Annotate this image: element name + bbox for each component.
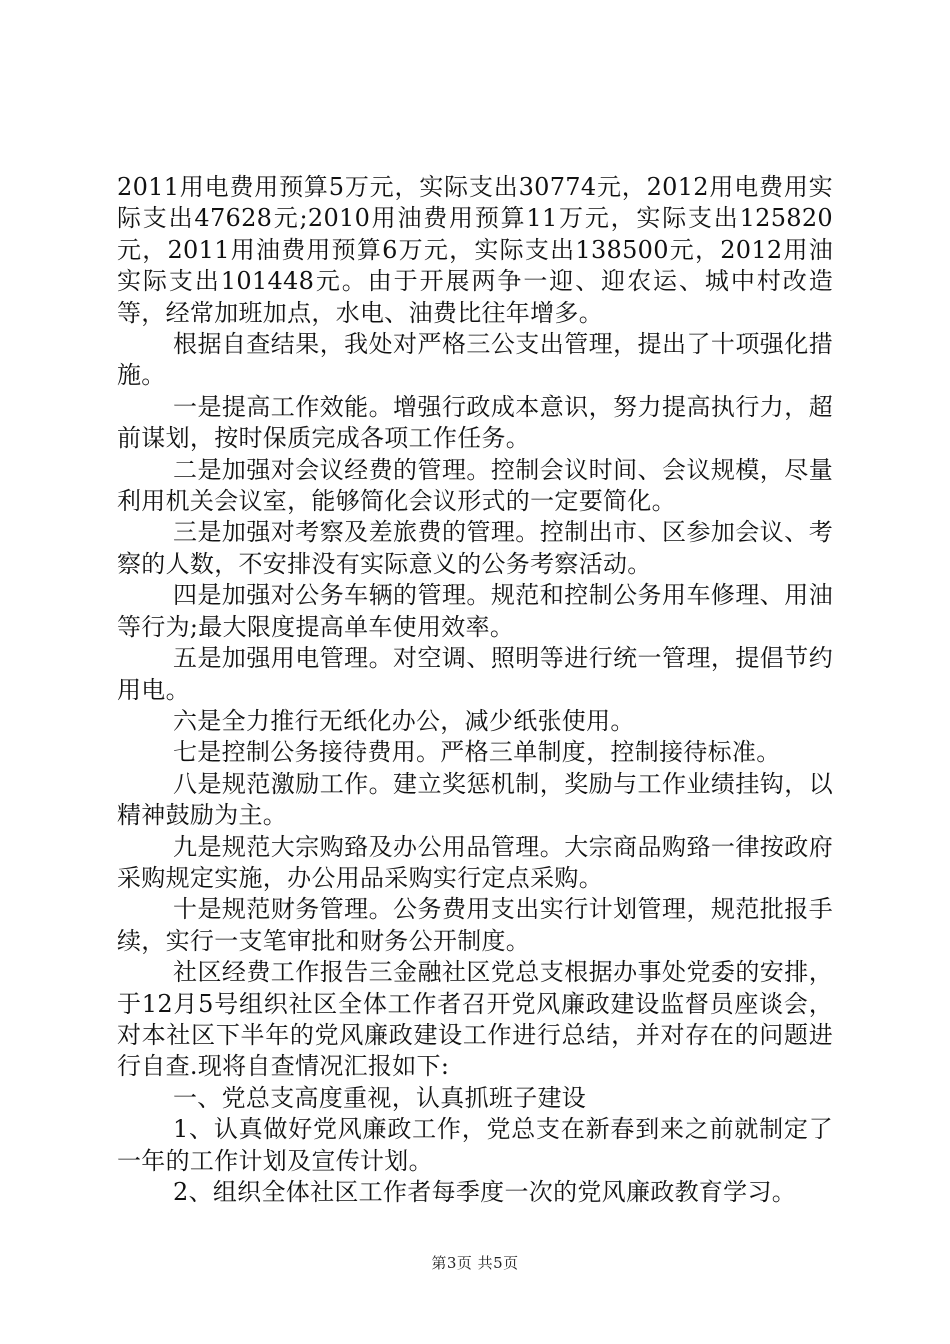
paragraph: 八是规范激励工作。建立奖惩机制，奖励与工作业绩挂钩，以精神鼓励为主。 [117, 769, 833, 830]
paragraph: 六是全力推行无纸化办公，减少纸张使用。 [173, 706, 635, 735]
paragraph: 2、组织全体社区工作者每季度一次的党风廉政教育学习。 [173, 1178, 797, 1206]
paragraph: 2011用电费用预算5万元，实际支出30774元，2012用电费用实际支出47628元;2010用油费用预算11万元，实际支出125820元，2011用油费用预算6万元，实际支出138500元，2012用油实际支出101448元。由于开展两争一迎、迎农运、城中村改造等，经常加班加点，水电、油费比往年增多。 [117, 173, 833, 327]
paragraph: 1、认真做好党风廉政工作，党总支在新春到来之前就制定了一年的工作计划及宣传计划。 [117, 1115, 833, 1175]
paragraph: 社区经费工作报告三金融社区党总支根据办事处党委的安排，于12月5号组织社区全体工作者召开党风廉政建设监督员座谈会，对本社区下半年的党风廉政建设工作进行总结，并对存在的问题进行自查.现将自查情况汇报如下: [117, 958, 833, 1081]
paragraph: 九是规范大宗购臵及办公用品管理。大宗商品购臵一律按政府采购规定实施，办公用品采购实行定点采购。 [117, 832, 833, 892]
paragraph: 十是规范财务管理。公务费用支出实行计划管理，规范批报手续，实行一支笔审批和财务公开制度。 [117, 895, 833, 955]
paragraph: 七是控制公务接待费用。严格三单制度，控制接待标准。 [173, 738, 781, 767]
paragraph: 五是加强用电管理。对空调、照明等进行统一管理，提倡节约用电。 [117, 644, 833, 704]
paragraph: 一、党总支高度重视，认真抓班子建设 [173, 1083, 587, 1112]
paragraph: 二是加强对会议经费的管理。控制会议时间、会议规模，尽量利用机关会议室，能够简化会议形式的一定要简化。 [117, 455, 833, 516]
document-body [117, 172, 833, 1208]
paragraph: 四是加强对公务车辆的管理。规范和控制公务用车修理、用油等行为;最大限度提高单车使用效率。 [117, 581, 833, 641]
page-number-footer: 第3页 共5页 [431, 1254, 519, 1272]
paragraph: 根据自查结果，我处对严格三公支出管理，提出了十项强化措施。 [117, 330, 833, 390]
paragraph: 一是提高工作效能。增强行政成本意识，努力提高执行力，超前谋划，按时保质完成各项工作任务。 [117, 392, 833, 453]
paragraph: 三是加强对考察及差旅费的管理。控制出市、区参加会议、考察的人数，不安排没有实际意义的公务考察活动。 [117, 518, 833, 578]
